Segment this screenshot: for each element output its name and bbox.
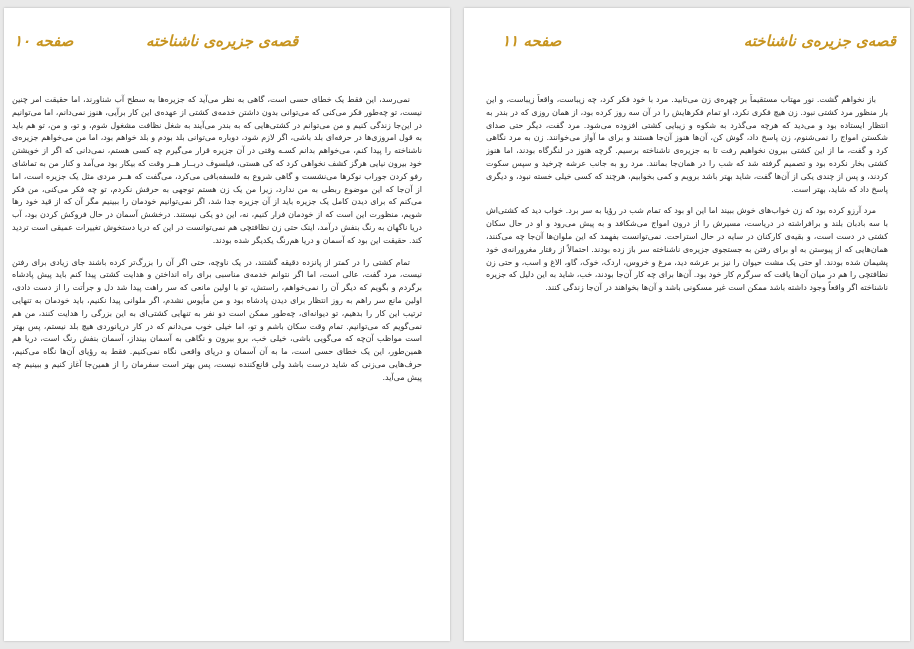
running-title: قصه‌ی جزیره‌ی ناشناخته bbox=[146, 32, 299, 50]
paragraph: تمام کشتی را در کمتر از پانزده دقیقه گشتند، در یک ناوچه، حتی اگر آن را بزرگ‌تر کرده باشند جای زیادی برای رفتن نیست، مرد گفت، عالی است، اما اگر نتوانم خدمه‌ی مناسبی برای راه انداختن و هدایت کشتی پیدا کنم باید پیش پادشاه برگردم و بگویم که دیگر آن را نمی‌خواهم، راستش، تو با اولین مانعی که سر راهت پیدا شد دل و جرأتت را از دست دادی، اولین مانع سر راهم به روز انتظار برای دیدن پادشاه بود و من مأیوس نشدم، اگر ملوانی پیدا نکنیم، باید خودمان به تنهایی ترتیب این کار را بدهیم، تو دیوانه‌ای، چه‌طور ممکن است دو نفر به تنهایی کشتی‌ای به این بزرگی را هدایت کنند، من هم نمی‌گویم که می‌توانیم. تمام وقت سکان باشم و تو، اما خیلی خوب می‌دانم که در کار دریانوردی هیچ بلد نیستم، پس بهتر است مواظب آن‌چه که می‌گویی باشی، خیلی خب، برو بیرون و نگاهی به آسمان بینداز، آسمان بنفش رنگ است، دریا هم همین‌طور، این یک خطای حسی است، ما به آن آسمان و دریای واقعی نگاه نمی‌کنیم. فقط به رؤیای آن‌ها نگاه می‌کنیم، حرف‌هایی می‌زنی که شاید درست باشد ولی قانع‌کننده نیست، پس بهتر است سفرمان را از همین‌جا آغاز کنیم و ببینیم چه پیش می‌آید. bbox=[12, 257, 422, 382]
page-number: صفحه ۱۱ bbox=[502, 32, 562, 50]
paragraph-gap bbox=[486, 196, 888, 205]
paragraph-gap bbox=[12, 248, 422, 257]
page-body bbox=[12, 94, 422, 385]
page-body bbox=[486, 94, 888, 295]
left-page bbox=[4, 8, 450, 641]
running-title: قصه‌ی جزیره‌ی ناشناخته bbox=[743, 32, 896, 50]
paragraph: مرد آرزو کرده بود که زن خواب‌های خوش ببیند اما این او بود که تمام شب در رؤیا به سر برد. خواب دید که کشتی‌اش با سه بادبان بلند و برافراشته در دریاست، مسیرش را از درون امواج می‌شکافد و به پیش می‌رود و او در حال سکان کشتی در دست است، و بقیه‌ی کارکنان در سایه در حال استراحت. نمی‌توانست بفهمد که این ملوان‌ها آن‌جا چه می‌کنند، همان‌هایی که از پیوستن به او برای رفتن به جستجوی جزیره‌ی ناشناخته سر باز زده بودند. احتمالاً از رفتار مغرورانه‌ی خود پشیمان شده بودند. او حتی یک مشت حیوان را نیز بر عرشه دید، مرغ و خروس، اردک، خوک، گاو، الاغ و اسب، و حتی زن نظافتچی را هم در میان آن‌ها یافت که سرگرم کار خود بود. آن‌ها برای چه کار آن‌جا بودند، خب، شاید به این دلیل که جزیره ناشناخته اگر واقعاً وجود داشته باشد ممکن است غیر مسکونی باشد و آن‌ها بخواهند در آن‌جا زندگی کنند. bbox=[486, 206, 888, 293]
paragraph: باز نخواهم گشت. نور مهتاب مستقیماً بر چهره‌ی زن می‌تابید. مرد با خود فکر کرد، چه زیباست، واقعاً زیباست، و این بار منظور مرد کشتی نبود. زن هیچ فکری نکرد، او تمام فکرهایش را در آن سه روز کرده بود، از همان روزی که در بندر به انتظار ایستاده بود و می‌دید که هرچه می‌گذرد به شکوه و زیبایی کشتی افزوده می‌شود. مرد گفت، دیگر حتی صدای شکستن امواج را نمی‌شنوم، زن پاسخ داد، گوش کن، آن‌ها هنوز آن‌جا هستند و برای ما آواز می‌خوانند. زن به مرد نگاهی کرد و گفت، ما از این کشتی بیرون نخواهیم رفت تا به جزیره‌ی ناشناخته برسیم. گرچه هنوز در لنگرگاه بودند، اما هنوز کشتی بخار نکرده بود و تصمیم گرفته شد که شب را در همان‌جا بمانند. مرد رو به جانب عرشه چرخید و سپس سکوت کردند، و پس از چندی یکی از آن‌ها گفت، شاید بهتر باشد برویم و کمی بخوابیم، هرچند که کسی خیلی خسته نبود، و دیگری پاسخ داد که شاید، بهتر است. bbox=[486, 95, 888, 194]
paragraph: نمی‌رسد، این فقط یک خطای حسی است، گاهی به نظر می‌آید که جزیره‌ها به سطح آب شناورند، اما حقیقت امر چنین نیست، تو چه‌طور فکر می‌کنی که می‌توانی بدون داشتن خدمه‌ی کشتی از عهده‌ی این کار برآیی، هنوز نمی‌دانم، اما می‌توانیم در این‌جا زندگی کنیم و من می‌توانم در کشتی‌هایی که به بندر می‌آیند به شغل نظافت مشغول شوم، و تو، و من، تو هم باید به قول امروزی‌ها در حرفه‌ای بلد باشی، اگر لازم شود، دوباره می‌توانی بلد بودم و بلد خواهم بود، اما من می‌خواهم جزیره‌ی ناشناخته را پیدا کنم، می‌خواهم بدانم کسـه وقتی در آن جزیره قرار می‌گیرم چه کسی هستم، نمی‌دانی که اگر از خویشتن خود بیرون نیایی هرگز کشف نخواهی کرد که کی هستی، فیلسوف دربــار هــر وقت که بیکار بود می‌آمد و کنار من به تماشای رفو کردن جوراب نوکرها می‌نشست و گاهی شروع به فلسفه‌بافی می‌کرد، می‌گفت که هــر مردی مثل یک جزیره است، اما از آن‌جا که این موضوع ربطی به من ندارد، زیرا من یک زن هستم توجهی به حرفش نکردم، تو چه فکر می‌کنی، من فکر می‌کنم که برای دیدن کامل یک جزیره باید از آن جزیره جدا شد، اگر نمی‌توانیم خودمان را ببینیم مگر آن که از قید خود رها شویم، منظورت این است که از خودمان فرار کنیم، نه، این دو یکی نیستند. درخشش آسمان در حال فروکش کردن بود، آب دریا ناگهان به رنگ بنفش درآمد، اینک حتی زن نظافتچی هم نمی‌توانست در این که دریا دستخوش تغییرات عمیقی است تردید کند. حقیقت این بود که آسمان و دریا هم‌رنگ یکدیگر شده بودند. bbox=[12, 95, 422, 245]
right-page bbox=[464, 8, 910, 641]
page-number: صفحه ۱۰ bbox=[14, 32, 74, 50]
